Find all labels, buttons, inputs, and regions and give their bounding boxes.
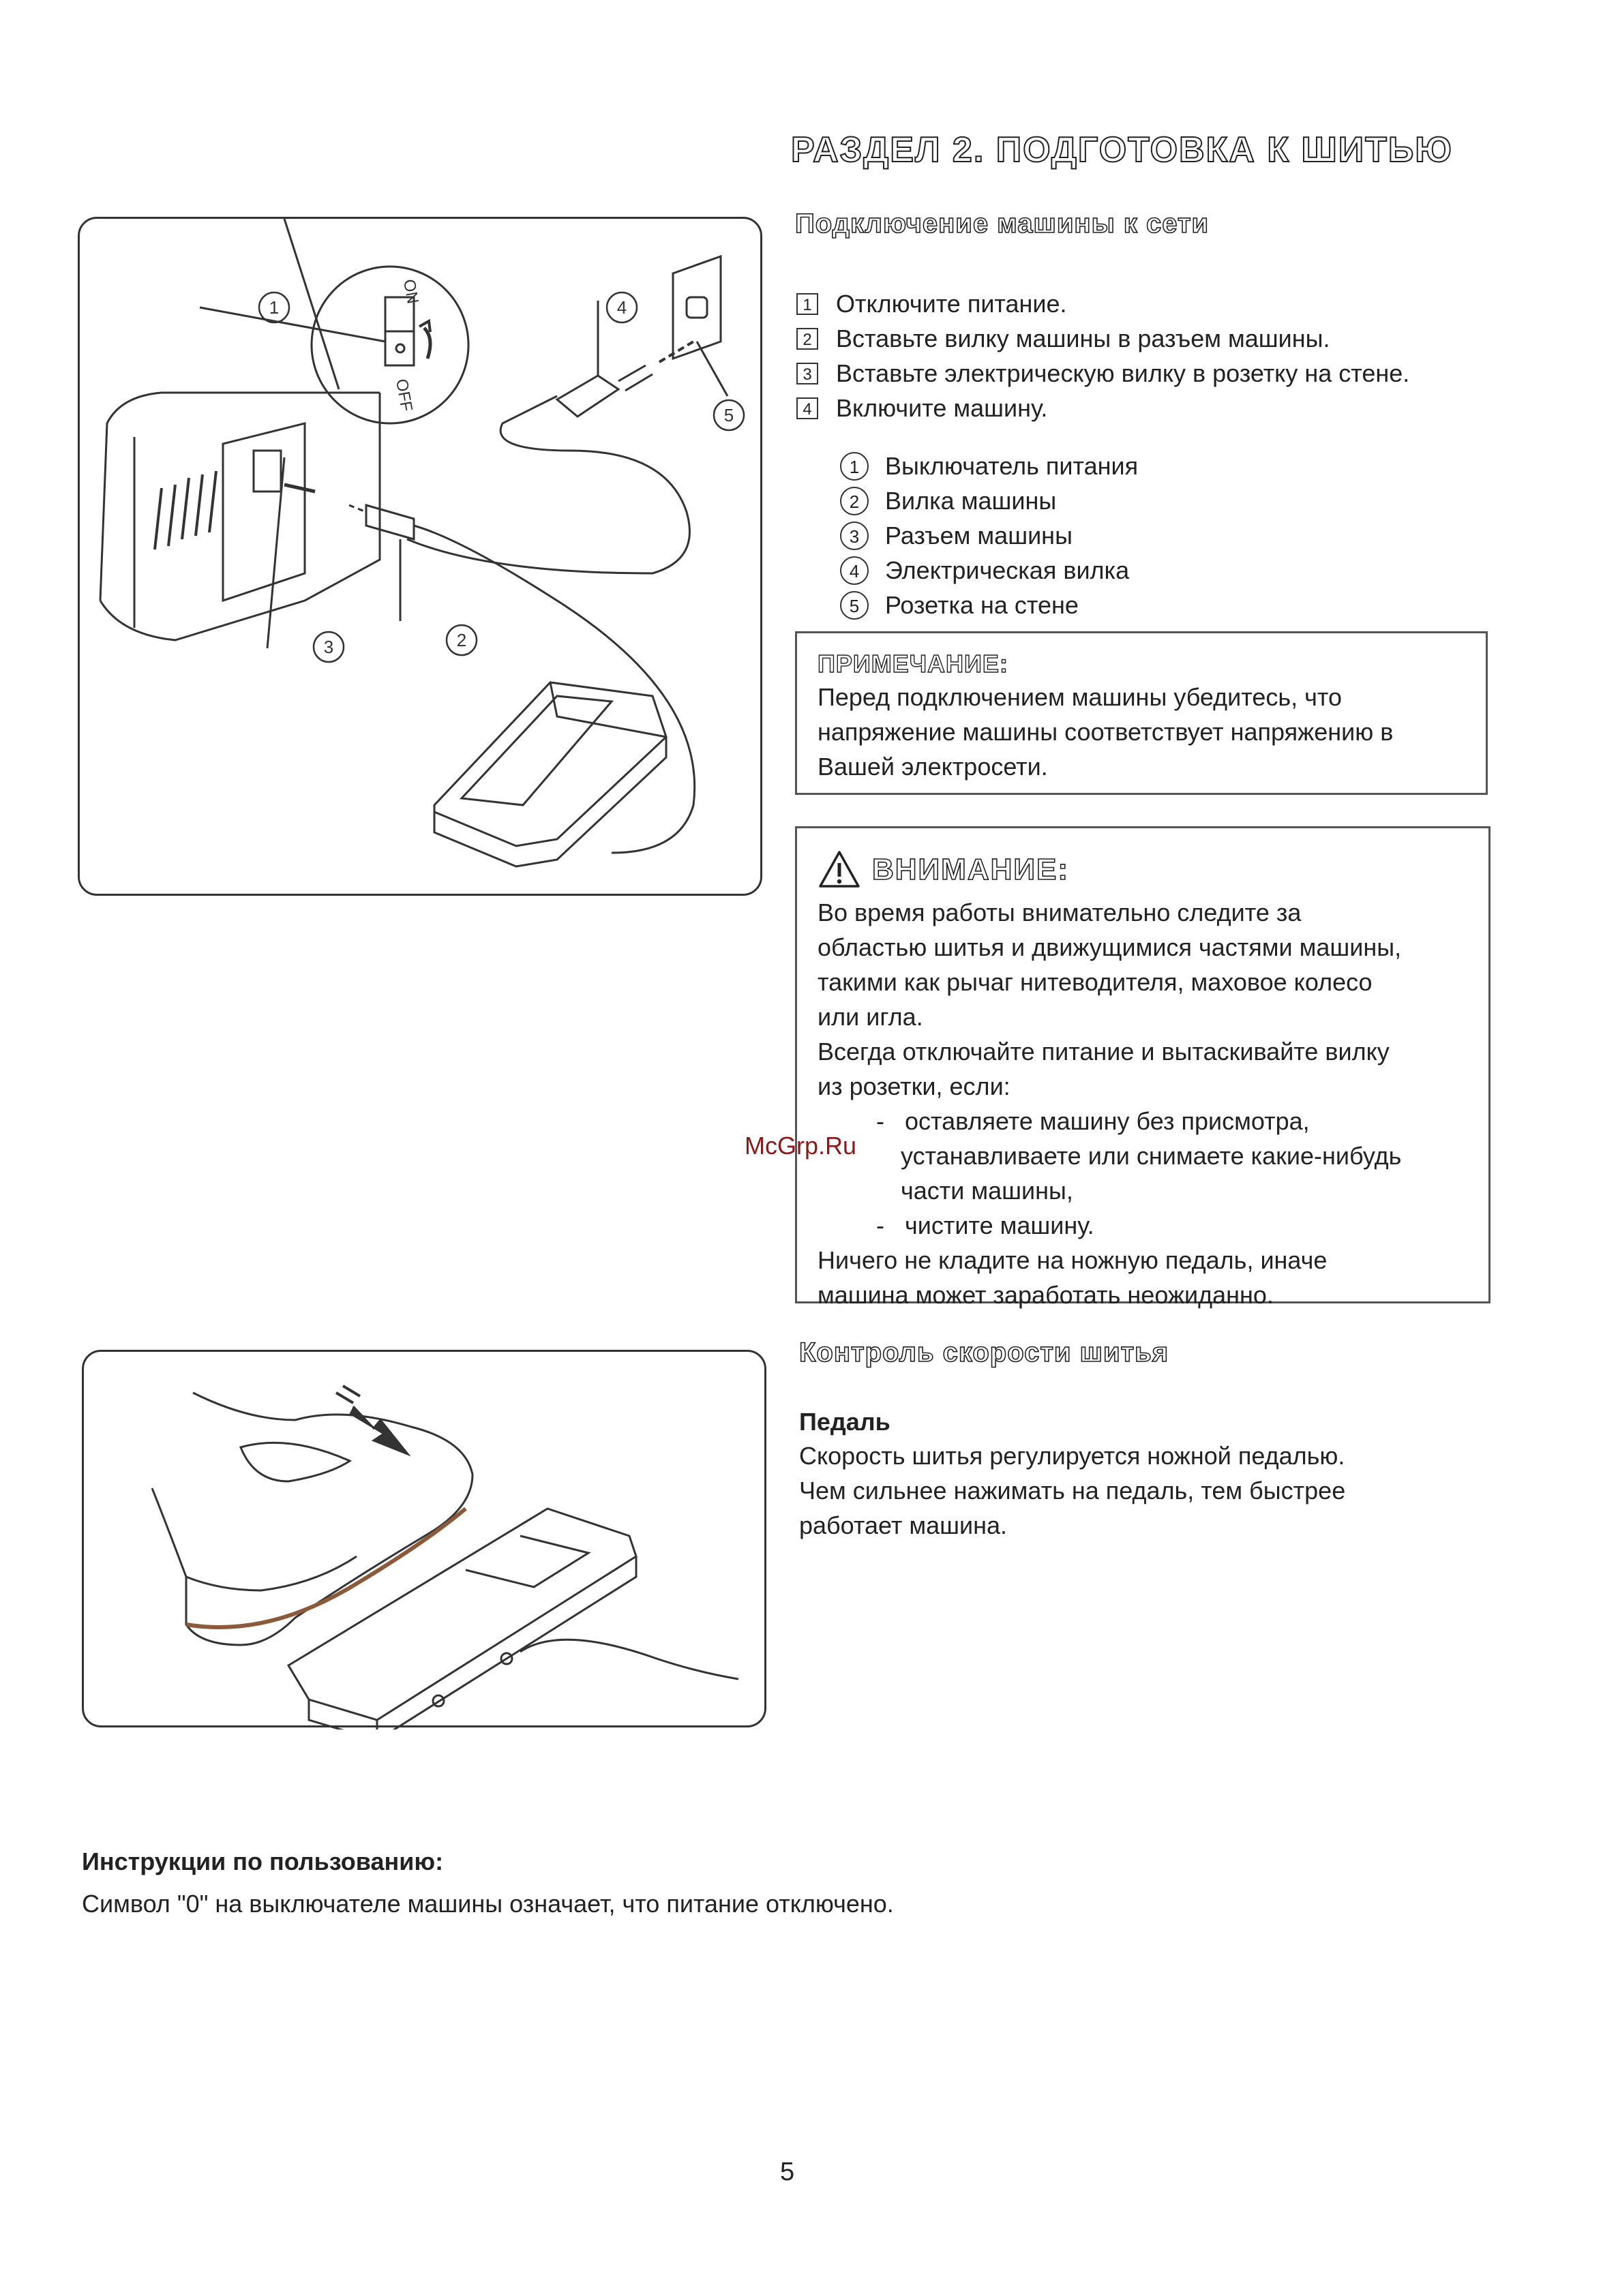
pedal-subheading: Педаль <box>799 1408 890 1436</box>
warning-line: такими как рычаг нитеводителя, маховое колесо <box>818 968 1373 996</box>
legend-text: Вилка машины <box>885 487 1057 515</box>
pedal-body <box>288 1509 636 1720</box>
note-title: ПРИМЕЧАНИЕ: <box>818 650 1008 678</box>
warning-bullet <box>818 1104 1468 1138</box>
instructions-heading: Инструкции по пользованию: <box>82 1847 444 1875</box>
step-item <box>796 321 1409 356</box>
switch-on-label: ON <box>399 277 422 305</box>
warning-line: машина может заработать неожиданно. <box>818 1281 1274 1309</box>
legend-text: Выключатель питания <box>885 452 1139 480</box>
legend-item <box>840 518 1138 553</box>
bullet-text: устанавливаете или снимаете какие-нибудь <box>901 1142 1402 1170</box>
power-connection-figure <box>78 217 762 896</box>
step-item <box>796 391 1409 425</box>
page-number: 5 <box>780 2158 795 2186</box>
machine-body-outline <box>100 393 380 601</box>
step-text: Вставьте электрическую вилку в розетку на стене. <box>836 359 1410 387</box>
warning-bullet <box>818 1173 1468 1208</box>
step-text: Отключите питание. <box>836 290 1067 318</box>
step-number: 1 <box>796 293 818 315</box>
speed-heading: Контроль скорости шитья <box>799 1338 1169 1368</box>
warning-line: Ничего не кладите на ножную педаль, иначе <box>818 1246 1328 1274</box>
switch-off-label: OFF <box>391 377 416 413</box>
warning-line: областью шитья и движущимися частями машины, <box>818 933 1402 961</box>
pedal-cord <box>414 526 695 853</box>
warning-triangle-icon <box>818 849 861 889</box>
step-item <box>796 356 1409 391</box>
power-heading: Подключение машины к сети <box>795 209 1210 239</box>
warning-bullet <box>818 1138 1468 1173</box>
foot-pedal-figure <box>82 1350 766 1727</box>
legend-number: 4 <box>840 556 869 585</box>
speed-line: работает машина. <box>799 1511 1007 1539</box>
callout-2-label: 2 <box>456 630 467 650</box>
warning-line: Во время работы внимательно следите за <box>818 898 1302 926</box>
step-text: Вставьте вилку машины в разъем машины. <box>836 324 1330 352</box>
bullet-text: чистите машину. <box>905 1211 1094 1239</box>
legend-text: Электрическая вилка <box>885 556 1130 584</box>
machine-plug-icon <box>366 505 414 539</box>
callout-4-label: 4 <box>616 297 627 318</box>
warning-header <box>818 849 1468 890</box>
warning-box <box>795 826 1490 1309</box>
press-arrow-icon <box>350 1406 408 1454</box>
step-number: 3 <box>796 363 818 384</box>
bullet-text: части машины, <box>901 1177 1073 1205</box>
note-line: Вашей электросети. <box>818 753 1048 781</box>
legend-number: 3 <box>840 522 869 550</box>
power-connection-illustration <box>80 219 764 898</box>
legend-number: 1 <box>840 452 869 481</box>
step-text: Включите машину. <box>836 394 1048 422</box>
legend-item <box>840 553 1138 588</box>
speed-paragraph <box>799 1438 1345 1543</box>
legend-item <box>840 588 1138 622</box>
legend-number: 2 <box>840 487 869 515</box>
page-title: РАЗДЕЛ 2. ПОДГОТОВКА К ШИТЬЮ <box>791 130 1453 170</box>
warning-line: Всегда отключайте питание и вытаскивайте вилку <box>818 1038 1390 1066</box>
figure-legend-list <box>840 449 1138 622</box>
power-steps-list <box>796 286 1409 425</box>
instructions-text: Символ "0" на выключателе машины означает, что питание отключено. <box>82 1890 894 1918</box>
switch-zoom-circle <box>312 267 468 423</box>
power-cord <box>407 396 689 573</box>
step-item <box>796 286 1409 321</box>
callout-5-label: 5 <box>723 405 734 425</box>
note-box <box>795 631 1488 795</box>
legend-text: Розетка на стене <box>885 591 1079 619</box>
note-line: Перед подключением машины убедитесь, что <box>818 683 1343 711</box>
legend-text: Разъем машины <box>885 522 1073 549</box>
speed-line: Скорость шитья регулируется ножной педалью. <box>799 1442 1345 1470</box>
electric-plug-icon <box>557 376 618 417</box>
warning-line: из розетки, если: <box>818 1072 1010 1100</box>
legend-item <box>840 483 1138 518</box>
bullet-dash: - <box>876 1107 884 1135</box>
speed-line: Чем сильнее нажимать на педаль, тем быстрее <box>799 1477 1346 1505</box>
bullet-text: оставляете машину без присмотра, <box>905 1107 1310 1135</box>
foot-pedal-icon <box>434 682 666 846</box>
warning-title: ВНИМАНИЕ: <box>872 852 1070 886</box>
pedal-cord-2 <box>520 1640 738 1679</box>
callout-1-label: 1 <box>269 297 280 318</box>
legend-number: 5 <box>840 591 869 620</box>
legend-item <box>840 449 1138 483</box>
watermark: McGrp.Ru <box>745 1132 857 1160</box>
step-number: 4 <box>796 397 818 419</box>
note-line: напряжение машины соответствует напряжению в <box>818 718 1394 746</box>
callout-3-label: 3 <box>323 637 334 657</box>
step-number: 2 <box>796 328 818 350</box>
warning-line: или игла. <box>818 1003 923 1031</box>
foot-pedal-illustration <box>84 1352 768 1729</box>
bullet-dash: - <box>876 1211 884 1239</box>
warning-bullet <box>818 1208 1468 1243</box>
